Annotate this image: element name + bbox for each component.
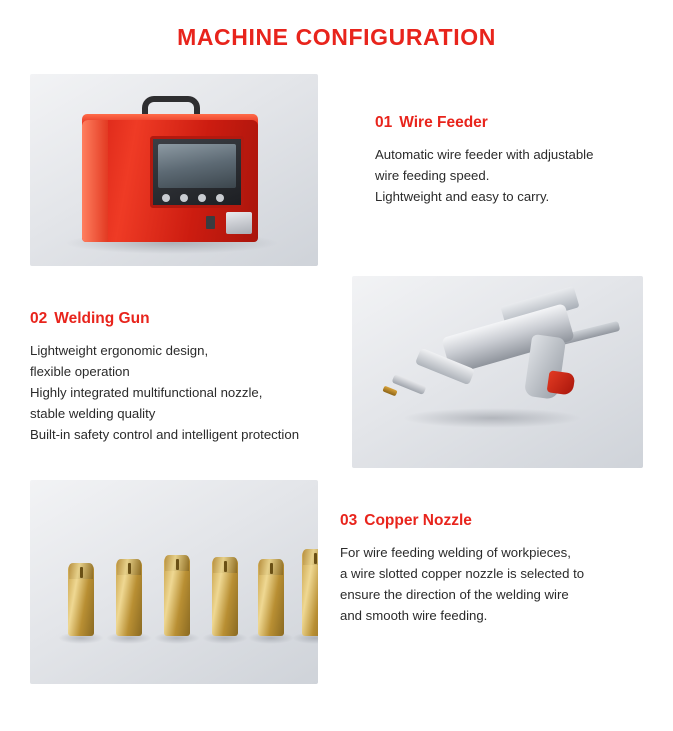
copper-nozzle-title: Copper Nozzle: [364, 512, 472, 529]
description-line: Lightweight ergonomic design,: [30, 343, 209, 358]
description-line: For wire feeding welding of workpieces,: [340, 545, 571, 560]
wire-feeder-number: 01: [375, 114, 393, 131]
nozzle-slot: [80, 567, 83, 578]
machine-knob: [162, 194, 170, 202]
wire-feeder-image: [30, 74, 318, 266]
machine-knob: [216, 194, 224, 202]
welding-gun-number: 02: [30, 310, 48, 327]
description-line: stable welding quality: [30, 406, 156, 421]
copper-nozzle: [302, 550, 318, 636]
description-line: ensure the direction of the welding wire: [340, 587, 569, 602]
machine-side-panel: [82, 120, 108, 242]
wire-feeder-heading: [375, 114, 655, 132]
wire-feeder-text-block: [375, 114, 655, 207]
welding-gun-image: [352, 276, 643, 468]
description-line: and smooth wire feeding.: [340, 608, 488, 623]
image-shadow: [402, 408, 582, 428]
machine-knob: [198, 194, 206, 202]
nozzle-slot: [128, 563, 131, 574]
welding-gun-title: Welding Gun: [54, 310, 150, 327]
machine-indicator: [206, 216, 215, 229]
description-line: a wire slotted copper nozzle is selected to: [340, 566, 585, 581]
gun-nozzle-tip: [382, 386, 397, 397]
description-line: Built-in safety control and intelligent protection: [30, 427, 300, 442]
machine-display-screen: [158, 144, 236, 188]
description-line: flexible operation: [30, 364, 130, 379]
description-line: Automatic wire feeder with adjustable: [375, 147, 594, 162]
copper-nozzle: [116, 560, 142, 636]
gun-grip-accent: [547, 370, 576, 395]
welding-gun-description: [30, 340, 350, 445]
nozzle-slot: [224, 561, 227, 572]
copper-nozzle: [212, 558, 238, 636]
copper-nozzle-image: [30, 480, 318, 684]
nozzle-slot: [270, 563, 273, 574]
machine-knob: [180, 194, 188, 202]
description-line: Lightweight and easy to carry.: [375, 189, 550, 204]
machine-output-port: [226, 212, 252, 234]
wire-feeder-description: [375, 144, 655, 207]
welding-gun-heading: [30, 310, 350, 328]
copper-nozzle: [68, 564, 94, 636]
page-title: MACHINE CONFIGURATION: [177, 24, 496, 50]
copper-nozzle-text-block: [340, 512, 650, 626]
copper-nozzle-description: [340, 542, 650, 626]
nozzle-slot: [176, 559, 179, 570]
copper-nozzle: [164, 556, 190, 636]
description-line: wire feeding speed.: [375, 168, 490, 183]
nozzle-slot: [314, 553, 317, 564]
wire-feeder-title: Wire Feeder: [399, 114, 488, 131]
copper-nozzle-heading: [340, 512, 650, 530]
copper-nozzle: [258, 560, 284, 636]
copper-nozzle-number: 03: [340, 512, 358, 529]
welding-gun-text-block: [30, 310, 350, 445]
description-line: Highly integrated multifunctional nozzle,: [30, 385, 263, 400]
